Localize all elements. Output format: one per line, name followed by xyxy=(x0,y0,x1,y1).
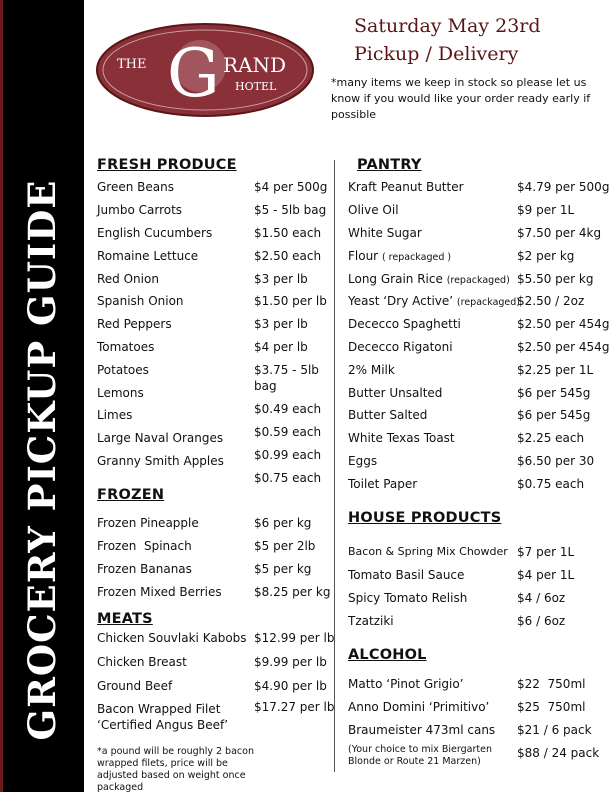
heading-fresh-produce: FRESH PRODUCE xyxy=(97,157,237,173)
item-name: Matto ‘Pinot Grigio’ xyxy=(348,677,464,691)
item-name: Olive Oil xyxy=(348,203,399,217)
meats-note: *a pound will be roughly 2 bacon wrapped filets, price will be adjusted based on weight once packaged xyxy=(97,746,254,793)
item-price: $25 750ml xyxy=(517,700,586,714)
item-price: $0.75 each xyxy=(254,471,322,485)
item-price: $6 per 545g xyxy=(517,386,591,400)
item-price: $0.59 each xyxy=(254,425,322,439)
item-price: $3 per lb xyxy=(254,272,308,286)
item-name: 2% Milk xyxy=(348,363,395,377)
item-name: Limes xyxy=(97,408,133,422)
item-name: English Cucumbers xyxy=(97,226,213,240)
item-price: $2.50 each xyxy=(254,249,322,263)
svg-text:THE: THE xyxy=(117,57,147,72)
item-name: Bacon Wrapped Filet xyxy=(97,702,221,716)
item-name: Tomatoes xyxy=(97,340,155,354)
item-price: $22 750ml xyxy=(517,677,586,691)
item-name: Romaine Lettuce xyxy=(97,249,199,263)
column-divider xyxy=(334,160,335,772)
item-price: $4.79 per 500g xyxy=(517,180,610,194)
item-name: Spicy Tomato Relish xyxy=(348,591,468,605)
item-price: $3.75 - 5lb bag xyxy=(254,363,319,393)
item-name: Bacon & Spring Mix Chowder xyxy=(348,545,508,558)
item-price: $2.25 each xyxy=(517,431,585,445)
item-price: $3 per lb xyxy=(254,317,308,331)
item-name: Lemons xyxy=(97,386,144,400)
item-price: $4 per 500g xyxy=(254,180,328,194)
heading-alcohol: ALCOHOL xyxy=(348,647,427,663)
item-name: Spanish Onion xyxy=(97,294,184,308)
item-price: $5 per 2lb xyxy=(254,539,316,553)
item-price: $2.25 per 1L xyxy=(517,363,594,377)
item-name: Yeast ‘Dry Active’ (repackaged) xyxy=(348,294,521,308)
item-price: $17.27 per lb xyxy=(254,700,335,714)
item-price: $6 per kg xyxy=(254,516,312,530)
heading-pantry: PANTRY xyxy=(357,157,422,173)
item-price: $2 per kg xyxy=(517,249,575,263)
item-price: $4 per lb xyxy=(254,340,308,354)
item-price: $5 - 5lb bag xyxy=(254,203,327,217)
item-price: $9.99 per lb xyxy=(254,655,327,669)
item-name: White Texas Toast xyxy=(348,431,455,445)
pickup-date: Saturday May 23rd xyxy=(354,15,541,37)
sidebar-title: GROCERY PICKUP GUIDE xyxy=(20,179,64,741)
item-name: Jumbo Carrots xyxy=(97,203,183,217)
heading-frozen: FROZEN xyxy=(97,487,165,503)
header-date-block xyxy=(354,12,541,68)
item-price: $4 per 1L xyxy=(517,568,575,582)
item-price: $2.50 per 454g xyxy=(517,340,610,354)
item-name: Red Peppers xyxy=(97,317,172,331)
item-price: $5 per kg xyxy=(254,562,312,576)
svg-text:HOTEL: HOTEL xyxy=(235,80,277,93)
item-name: Ground Beef xyxy=(97,679,173,693)
svg-text:RAND: RAND xyxy=(223,53,287,77)
item-name: Frozen Spinach xyxy=(97,539,192,553)
item-name: Dececco Rigatoni xyxy=(348,340,453,354)
item-price: $4.90 per lb xyxy=(254,679,327,693)
item-price: $88 / 24 pack xyxy=(517,746,600,760)
item-name: Dececco Spaghetti xyxy=(348,317,461,331)
item-price: $2.50 per 454g xyxy=(517,317,610,331)
grand-hotel-logo xyxy=(95,22,315,118)
item-price: $7 per 1L xyxy=(517,545,575,559)
item-name: Butter Unsalted xyxy=(348,386,443,400)
item-price: $0.49 each xyxy=(254,402,322,416)
item-name: Granny Smith Apples xyxy=(97,454,224,468)
sidebar-edge xyxy=(0,0,3,792)
item-name: Potatoes xyxy=(97,363,149,377)
item-name: Frozen Bananas xyxy=(97,562,192,576)
item-name: Frozen Pineapple xyxy=(97,516,199,530)
item-name: Large Naval Oranges xyxy=(97,431,224,445)
item-price: $4 / 6oz xyxy=(517,591,566,605)
item-price: $6 / 6oz xyxy=(517,614,566,628)
item-name: Braumeister 473ml cans xyxy=(348,723,496,737)
item-name: Tzatziki xyxy=(348,614,394,628)
item-name: Toilet Paper xyxy=(348,477,418,491)
item-name: Flour ( repackaged ) xyxy=(348,249,452,263)
item-price: $5.50 per kg xyxy=(517,272,594,286)
svg-text:G: G xyxy=(167,35,220,112)
item-price: $7.50 per 4kg xyxy=(517,226,602,240)
item-name: Kraft Peanut Butter xyxy=(348,180,464,194)
item-price: $6 per 545g xyxy=(517,408,591,422)
item-name: Green Beans xyxy=(97,180,174,194)
item-price: $2.50 / 2oz xyxy=(517,294,585,308)
item-price: $6.50 per 30 xyxy=(517,454,595,468)
item-price: $1.50 per lb xyxy=(254,294,327,308)
item-name: White Sugar xyxy=(348,226,422,240)
item-price: $0.99 each xyxy=(254,448,322,462)
pickup-mode: Pickup / Delivery xyxy=(354,43,519,65)
item-price: $12.99 per lb xyxy=(254,631,335,645)
item-price: $8.25 per kg xyxy=(254,585,331,599)
item-price: $0.75 each xyxy=(517,477,585,491)
item-name: Long Grain Rice (repackaged) xyxy=(348,272,510,286)
item-name: Red Onion xyxy=(97,272,159,286)
item-name: Eggs xyxy=(348,454,378,468)
item-name: Frozen Mixed Berries xyxy=(97,585,222,599)
stock-note: *many items we keep in stock so please let us know if you would like your order ready early if possible xyxy=(331,76,591,121)
item-name-line2: ‘Certified Angus Beef’ xyxy=(97,718,229,732)
item-price: $1.50 each xyxy=(254,226,322,240)
item-name: Tomato Basil Sauce xyxy=(348,568,465,582)
item-price: $21 / 6 pack xyxy=(517,723,592,737)
heading-meats: MEATS xyxy=(97,611,153,627)
item-name: (Your choice to mix Biergarten Blonde or Route 21 Marzen) xyxy=(348,744,492,767)
heading-house-products: HOUSE PRODUCTS xyxy=(348,510,502,526)
item-price: $9 per 1L xyxy=(517,203,575,217)
item-name: Anno Domini ‘Primitivo’ xyxy=(348,700,490,714)
item-name: Chicken Breast xyxy=(97,655,187,669)
item-name: Butter Salted xyxy=(348,408,428,422)
item-name: Chicken Souvlaki Kabobs xyxy=(97,631,247,645)
